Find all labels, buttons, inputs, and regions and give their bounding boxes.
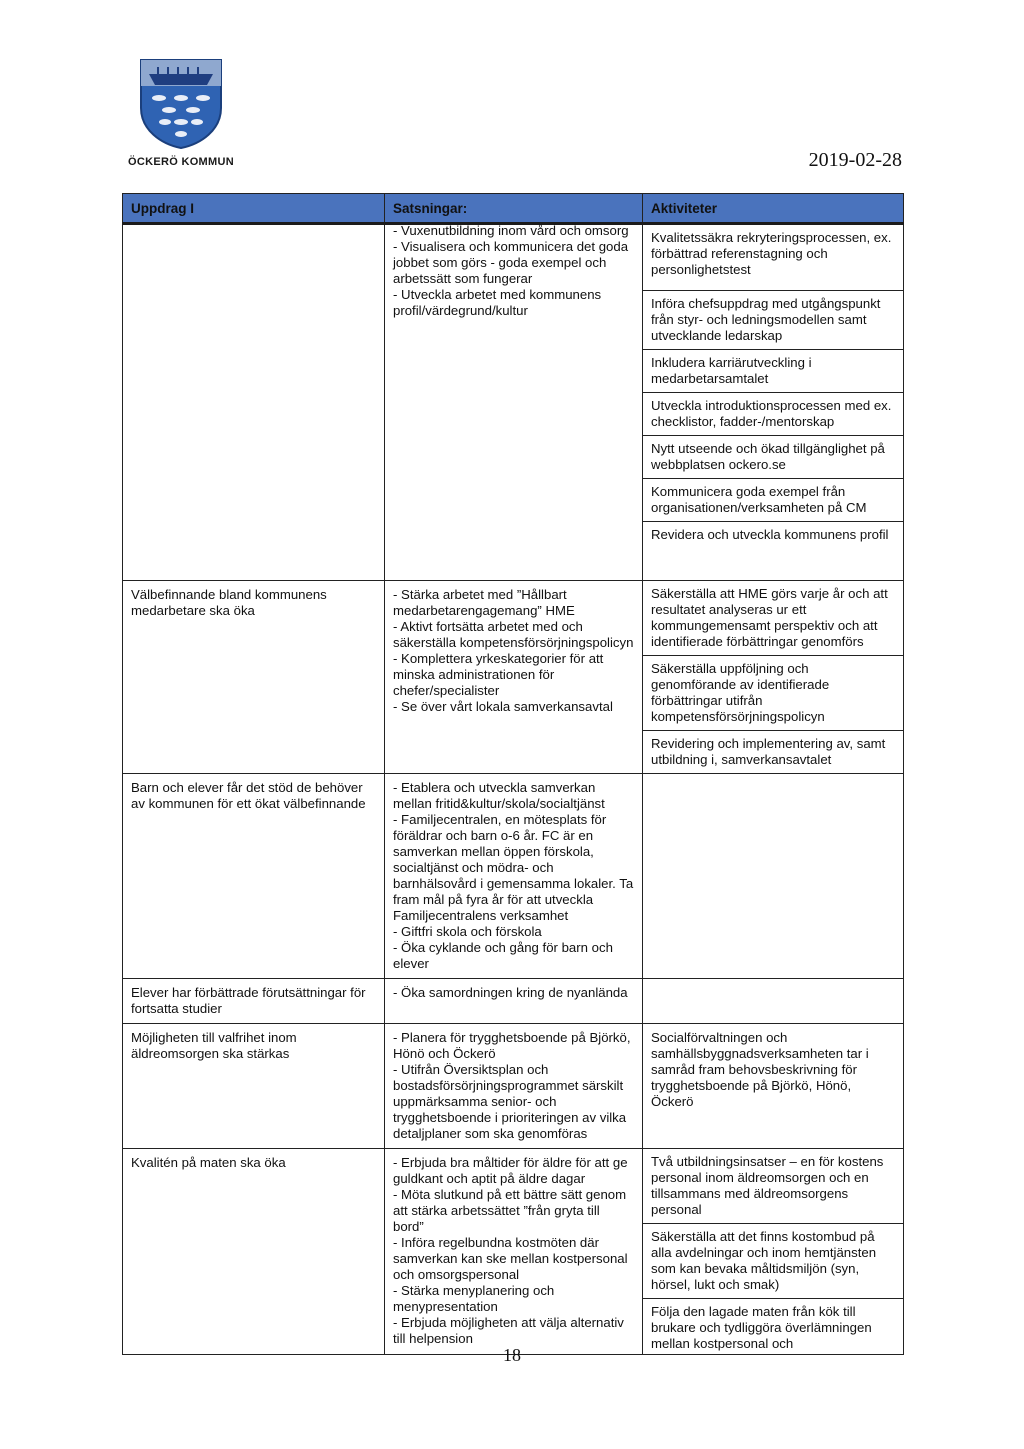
aktivitet-item: Inkludera karriärutveckling i medarbetarsamtalet <box>643 350 903 393</box>
table-row <box>123 979 904 1024</box>
satsning-item: - Visualisera och kommunicera det goda jobbet som görs - goda exempel och arbetssätt som fungerar <box>393 239 629 286</box>
uppdrag-cell <box>123 224 385 581</box>
satsningar-cell <box>385 224 643 581</box>
satsning-item: - Utveckla arbetet med kommunens profil/värdegrund/kultur <box>393 287 602 318</box>
table-row <box>123 1024 904 1149</box>
municipality-logo <box>122 58 240 168</box>
satsningar-cell <box>385 581 643 774</box>
aktivitet-item: Säkerställa att det finns kostombud på alla avdelningar och inom hemtjänsten som kan bevaka måltidsmiljön (syn, hörsel, lukt och smak) <box>643 1224 903 1299</box>
aktivitet-item: Revidering och implementering av, samt utbildning i, samverkansavtalet <box>651 736 886 767</box>
column-header-uppdrag: Uppdrag I <box>123 194 385 224</box>
satsning-item: - Familjecentralen, en mötesplats för föräldrar och barn o-6 år. FC är en samverkan mellan öppen förskola, socialtjänst och mödra- och barnhälsovård i gemensamma lokaler. Ta fram mål på fyra år för att utveckla Familjecentralens verksamhet <box>393 812 634 923</box>
satsning-item: - Öka samordningen kring de nyanlända <box>393 985 628 1000</box>
uppdrag-cell: Möjligheten till valfrihet inom äldreomsorgen ska stärkas <box>123 1024 385 1149</box>
aktivitet-item: Säkerställa att HME görs varje år och att resultatet analyseras ur ett kommungemensamt perspektiv och att identifierade förbättringar genomförs <box>643 581 903 656</box>
table-row <box>123 1149 904 1355</box>
aktivitet-item: Följa den lagade maten från kök till brukare och tydliggöra överlämningen mellan kostpersonal och <box>651 1304 872 1351</box>
aktiviteter-cell <box>643 1149 904 1355</box>
coat-of-arms-icon <box>139 58 223 150</box>
satsning-item: - Giftfri skola och förskola <box>393 924 542 939</box>
uppdrag-cell: Välbefinnande bland kommunens medarbetare ska öka <box>123 581 385 774</box>
aktivitet-item: Kvalitetssäkra rekryteringsprocessen, ex. förbättrad referenstagning och personlighetstest <box>643 225 903 291</box>
aktiviteter-cell: Socialförvaltningen och samhällsbyggnadsverksamheten tar i samråd fram behovsbeskrivning för trygghetsboende på Björkö, Hönö, Öckerö <box>643 1024 904 1149</box>
satsning-item: - Komplettera yrkeskategorier för att minska administrationen för chefer/specialister <box>393 651 604 698</box>
satsning-item: - Införa regelbundna kostmöten där samverkan kan ske mellan kostpersonal och omsorgspersonal <box>393 1235 628 1282</box>
column-header-satsningar: Satsningar: <box>385 194 643 224</box>
column-header-aktiviteter: Aktiviteter <box>643 194 904 224</box>
aktivitet-item: Säkerställa uppföljning och genomförande av identifierade förbättringar utifrån kompetensförsörjningspolicyn <box>643 656 903 731</box>
aktivitet-item: Införa chefsuppdrag med utgångspunkt från styr- och ledningsmodellen samt utvecklande ledarskap <box>643 291 903 350</box>
aktiviteter-cell <box>643 224 904 581</box>
aktivitet-item: Två utbildningsinsatser – en för kostens personal inom äldreomsorgen och en tillsammans med äldreomsorgens personal <box>643 1149 903 1224</box>
table-row <box>123 224 904 581</box>
satsning-item: - Stärka menyplanering och menypresentation <box>393 1283 555 1314</box>
satsning-item: - Vuxenutbildning inom vård och omsorg <box>393 223 629 238</box>
uppdrag-cell: Barn och elever får det stöd de behöver av kommunen för ett ökat välbefinnande <box>123 774 385 979</box>
table-row <box>123 581 904 774</box>
aktivitet-item: Utveckla introduktionsprocessen med ex. checklistor, fadder-/mentorskap <box>643 393 903 436</box>
aktivitet-item: Nytt utseende och ökad tillgänglighet på webbplatsen ockero.se <box>643 436 903 479</box>
satsning-item: - Utifrån Översiktsplan och bostadsförsörjningsprogrammet särskilt uppmärksamma senior- och trygghetsboende i prioriteringen av vilka detaljplaner som ska genomföras <box>393 1062 627 1141</box>
document-date: 2019-02-28 <box>808 149 902 171</box>
satsningar-cell <box>385 979 643 1024</box>
table-row <box>123 774 904 979</box>
satsning-item: - Etablera och utveckla samverkan mellan fritid&kultur/skola/socialtjänst <box>393 780 605 811</box>
satsningar-cell <box>385 1149 643 1355</box>
satsning-item: - Möta slutkund på ett bättre sätt genom att stärka arbetssättet ”från gryta till bord” <box>393 1187 627 1234</box>
satsning-item: - Se över vårt lokala samverkansavtal <box>393 699 613 714</box>
page-number: 18 <box>503 1345 521 1365</box>
satsning-item: - Stärka arbetet med ”Hållbart medarbetarengagemang” HME <box>393 587 575 618</box>
uppdrag-cell: Elever har förbättrade förutsättningar för fortsatta studier <box>123 979 385 1024</box>
aktivitet-item: Revidera och utveckla kommunens profil <box>651 527 889 542</box>
satsning-item: - Öka cyklande och gång för barn och elever <box>393 940 613 971</box>
satsning-item: - Planera för trygghetsboende på Björkö, Hönö och Öckerö <box>393 1030 631 1061</box>
org-name: ÖCKERÖ KOMMUN <box>128 156 234 168</box>
aktiviteter-cell <box>643 979 904 1024</box>
satsning-item: - Erbjuda möjligheten att välja alternativ till helpension <box>393 1315 624 1346</box>
satsningar-cell <box>385 774 643 979</box>
satsning-item: - Erbjuda bra måltider för äldre för att ge guldkant och aptit på äldre dagar <box>393 1155 628 1186</box>
satsningar-cell <box>385 1024 643 1149</box>
aktiviteter-cell <box>643 581 904 774</box>
satsning-item: - Aktivt fortsätta arbetet med och säkerställa kompetensförsörjningspolicyn <box>393 619 634 650</box>
table-header-row <box>123 194 904 224</box>
plan-table <box>122 193 903 1355</box>
uppdrag-cell: Kvalitén på maten ska öka <box>123 1149 385 1355</box>
aktiviteter-cell <box>643 774 904 979</box>
aktivitet-item: Kommunicera goda exempel från organisationen/verksamheten på CM <box>643 479 903 522</box>
